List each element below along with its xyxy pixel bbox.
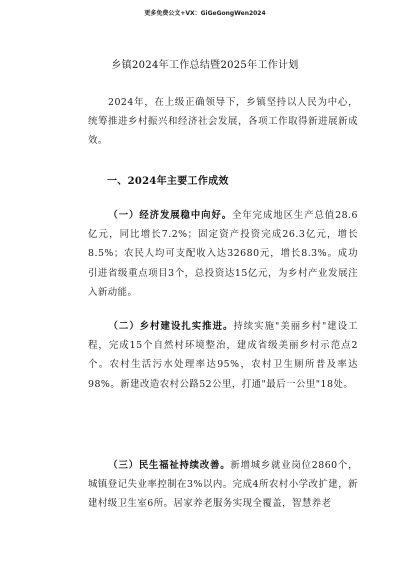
intro-text: 2024年，在上级正确领导下，乡镇坚持以人民为中心，统筹推进乡村振兴和经济社会发展，各项工作取得新进展新成效。 (88, 97, 358, 147)
section-heading: 一、2024年主要工作成效 (107, 176, 229, 187)
document-title: 乡镇2024年工作总结暨2025年工作计划 (111, 60, 299, 71)
economy-lead: （一）经济发展稳中向好。 (108, 210, 233, 221)
intro-paragraph (88, 93, 358, 151)
welfare-lead: （三）民生福祉持续改善。 (108, 460, 231, 471)
welfare-text: 新增城乡就业岗位2860个，城镇登记失业率控制在3%以内。完成4所农村小学改扩建，新建村级卫生室6所。居家养老服务实现全覆盖，智慧养老 (88, 460, 358, 510)
header-watermark: 更多免费公文+VX：GiGeGongWen2024 (144, 10, 266, 17)
rural-paragraph (88, 317, 358, 394)
rural-lead: （二）乡村建设扎实推进。 (108, 321, 234, 332)
rural-text: 持续实施"美丽乡村"建设工程，完成15个自然村环境整治，建成省级美丽乡村示范点2个。农村生活污水处理率达95%，农村卫生厕所普及率达98%。新建改造农村公路52公里，打通"最后一公里"18处。 (88, 321, 358, 390)
economy-text: 全年完成地区生产总值28.6亿元，同比增长7.2%；固定资产投资完成26.3亿元，增长8.5%；农民人均可支配收入达32680元，增长8.3%。成功引进省级重点项目3个，总投资达15亿元，为乡村产业发展注入新动能。 (88, 210, 358, 298)
economy-paragraph (88, 206, 358, 302)
welfare-paragraph (88, 456, 358, 514)
